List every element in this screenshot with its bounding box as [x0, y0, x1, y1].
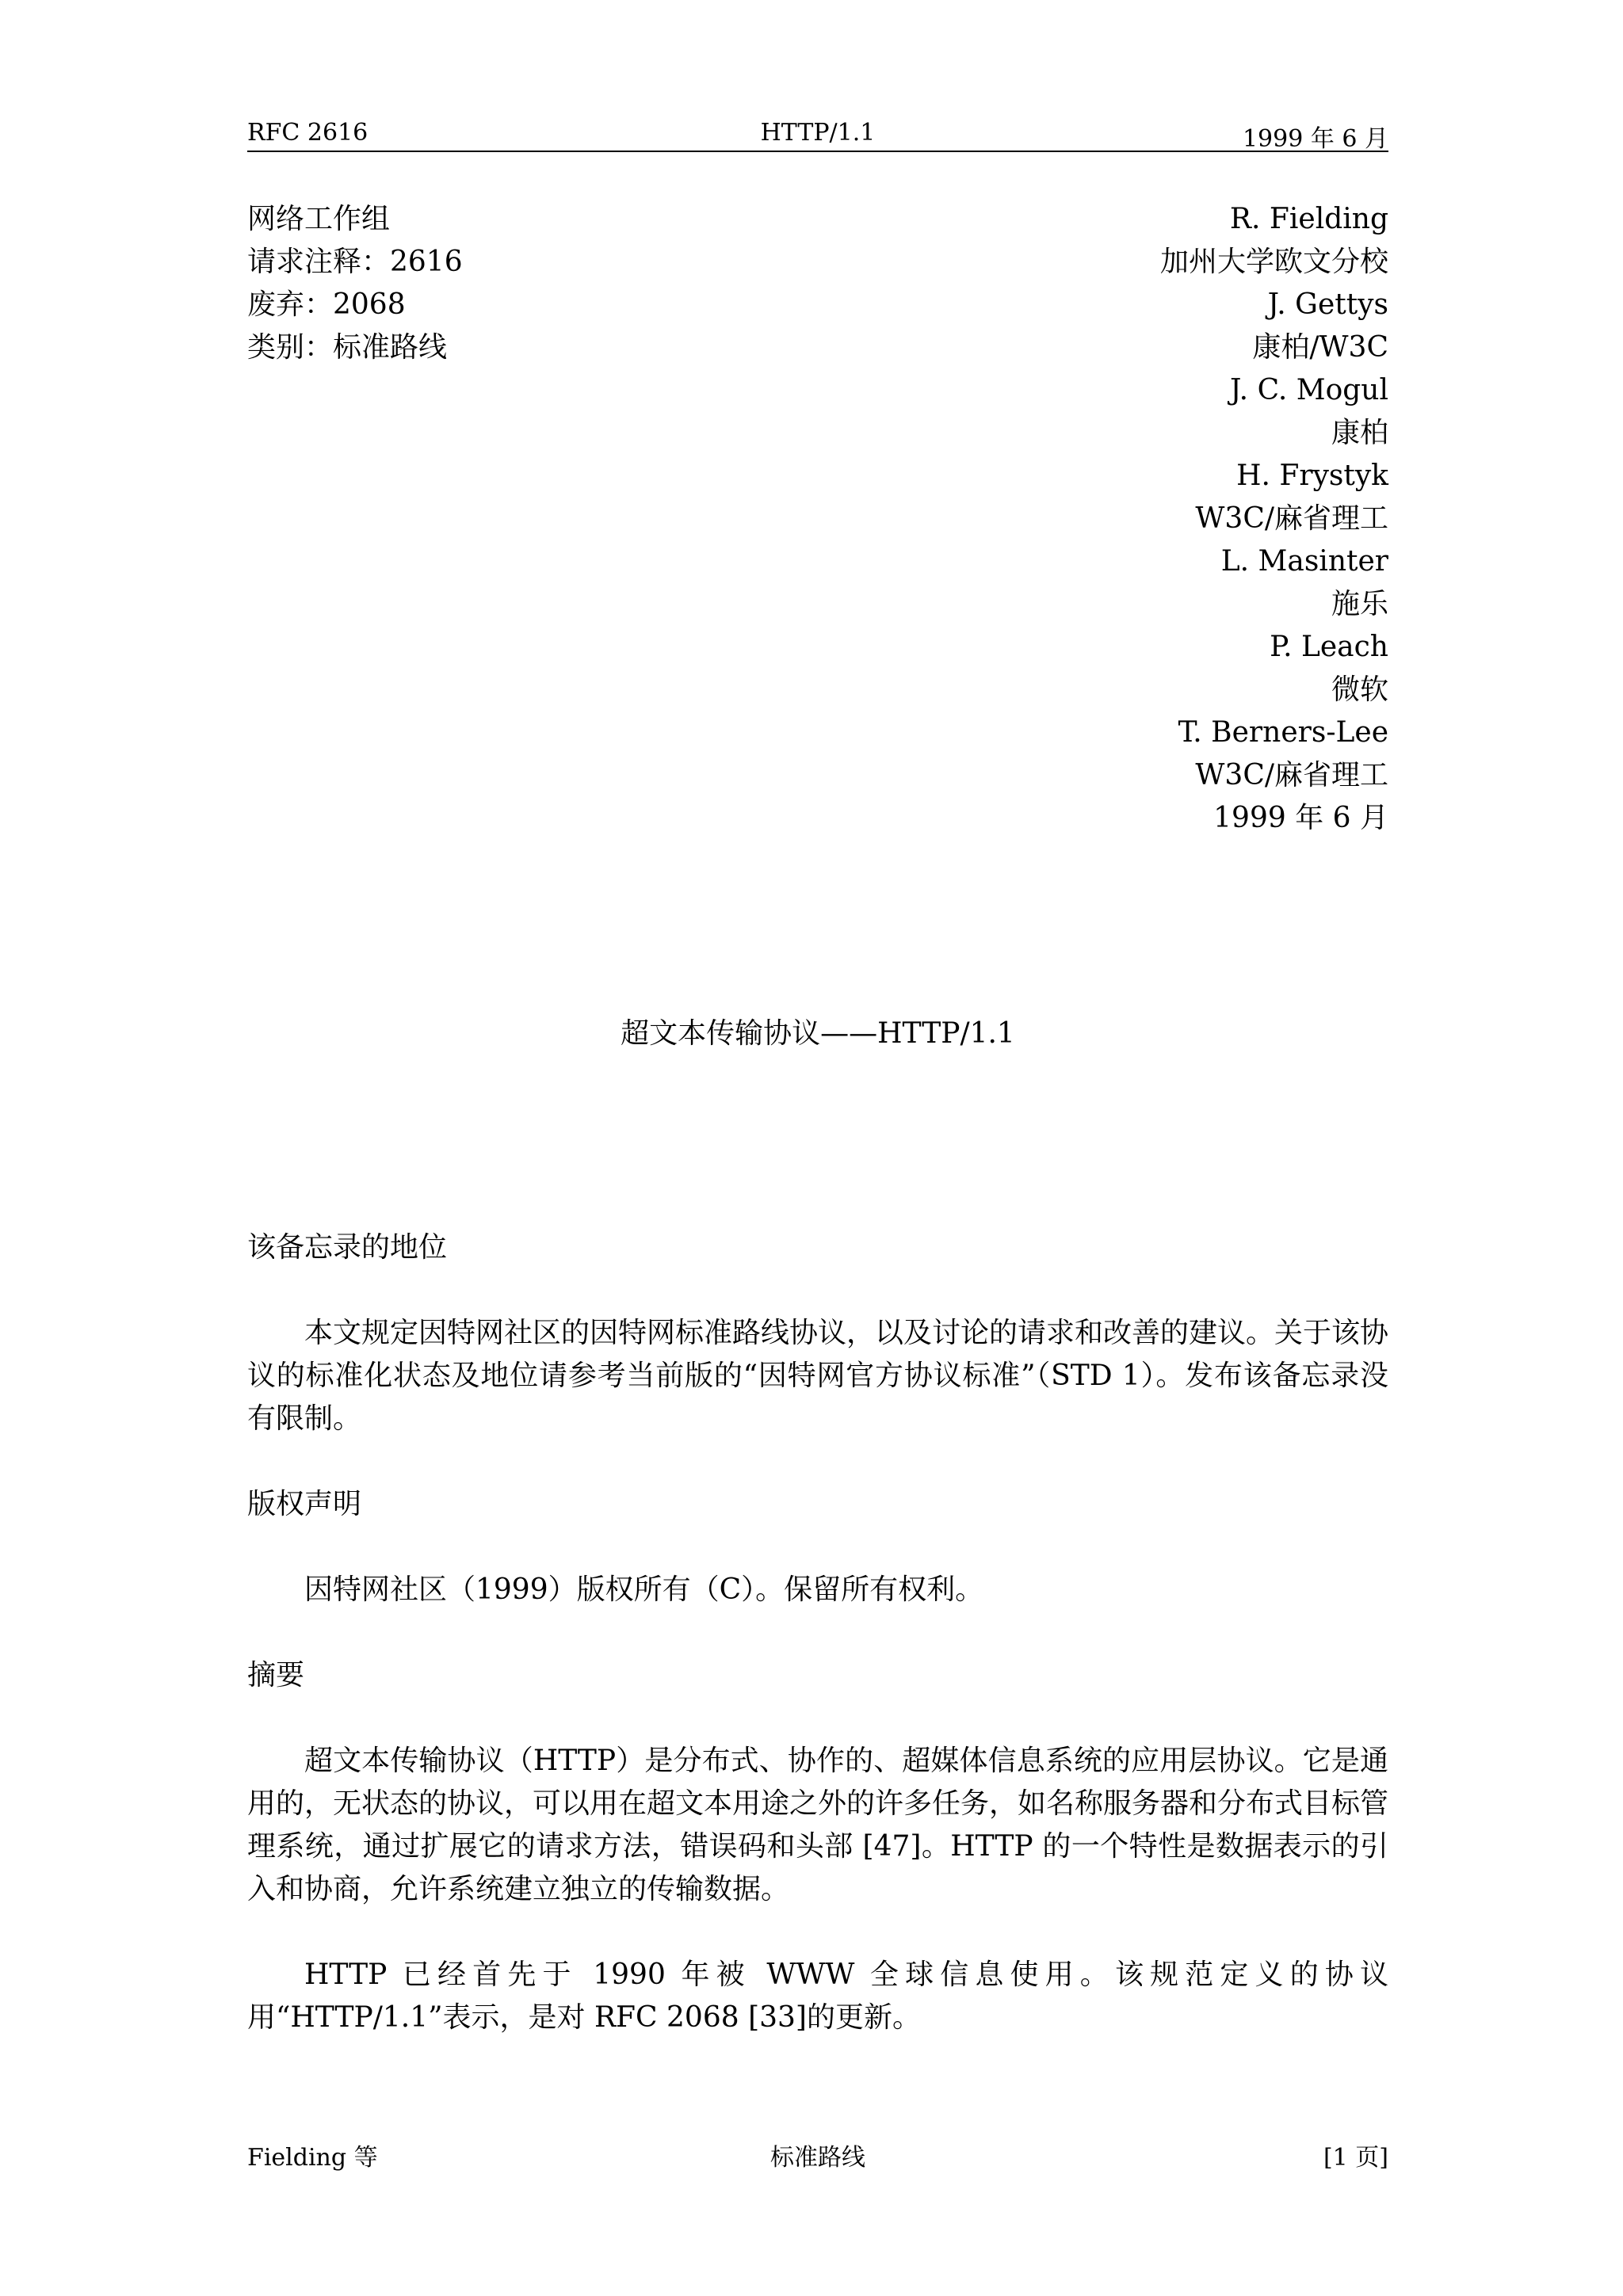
- copyright-paragraph: 因特网社区（1999）版权所有（C）。保留所有权利。: [304, 1573, 984, 1606]
- status-paragraph: 本文规定因特网社区的因特网标准路线协议，以及讨论的请求和改善的建议。关于该协议的标准化状态及地位请参考当前版的“因特网官方协议标准”（STD 1）。发布该备忘录没有限制。: [247, 1317, 1389, 1435]
- footer-page-number: [1 页]: [1323, 2144, 1388, 2172]
- author-name: J. C. Mogul: [1230, 374, 1388, 406]
- working-group: 网络工作组: [247, 203, 391, 235]
- author-affiliation: 康柏/W3C: [1252, 331, 1388, 364]
- copyright-heading: 版权声明: [247, 1488, 362, 1520]
- rfc-request-number: 请求注释：2616: [247, 246, 463, 278]
- running-footer: [247, 2138, 1388, 2176]
- running-header: [247, 113, 1388, 151]
- author-affiliation: 微软: [1331, 673, 1388, 706]
- abstract-paragraph-2: HTTP 已经首先于 1990 年被 WWW 全球信息使用。该规范定义的协议用“HTTP/1.1”表示，是对 RFC 2068 [33]的更新。: [247, 1958, 1388, 2034]
- author-name: H. Frystyk: [1236, 460, 1388, 492]
- author-name: R. Fielding: [1229, 203, 1388, 235]
- category: 类别：标准路线: [247, 331, 448, 364]
- author-name: L. Masinter: [1220, 545, 1388, 578]
- author-name: T. Berners-Lee: [1178, 716, 1388, 749]
- author-affiliation: W3C/麻省理工: [1195, 502, 1388, 535]
- author-affiliation: 康柏: [1331, 417, 1388, 449]
- obsoletes: 废弃：2068: [247, 288, 406, 321]
- publication-date: 1999 年 6 月: [1213, 802, 1388, 834]
- abstract-paragraph-1: 超文本传输协议（HTTP）是分布式、协作的、超媒体信息系统的应用层协议。它是通用的，无状态的协议，可以用在超文本用途之外的许多任务，如名称服务器和分布式目标管理系统，通过扩展它的请求方法，错误码和头部 [47]。HTTP 的一个特性是数据表示的引入和协商，允许系统建立独立的传输数据。: [247, 1745, 1389, 1905]
- author-name: P. Leach: [1270, 631, 1388, 663]
- header-rfc-number: RFC 2616: [247, 119, 369, 147]
- author-list: [1160, 198, 1388, 840]
- abstract-heading: 摘要: [247, 1659, 305, 1691]
- author-name: J. Gettys: [1267, 288, 1388, 321]
- footer-authors: Fielding 等: [247, 2144, 378, 2172]
- author-affiliation: W3C/麻省理工: [1195, 759, 1388, 791]
- header-protocol: HTTP/1.1: [760, 119, 876, 147]
- status-heading: 该备忘录的地位: [247, 1231, 448, 1264]
- front-matter-left: [247, 198, 463, 369]
- header-date: 1999 年 6 月: [1242, 125, 1388, 153]
- header-rule: [247, 151, 1388, 152]
- author-affiliation: 加州大学欧文分校: [1159, 246, 1388, 278]
- document-title: 超文本传输协议——HTTP/1.1: [621, 1017, 1015, 1050]
- author-affiliation: 施乐: [1331, 588, 1388, 620]
- footer-track: 标准路线: [770, 2144, 865, 2172]
